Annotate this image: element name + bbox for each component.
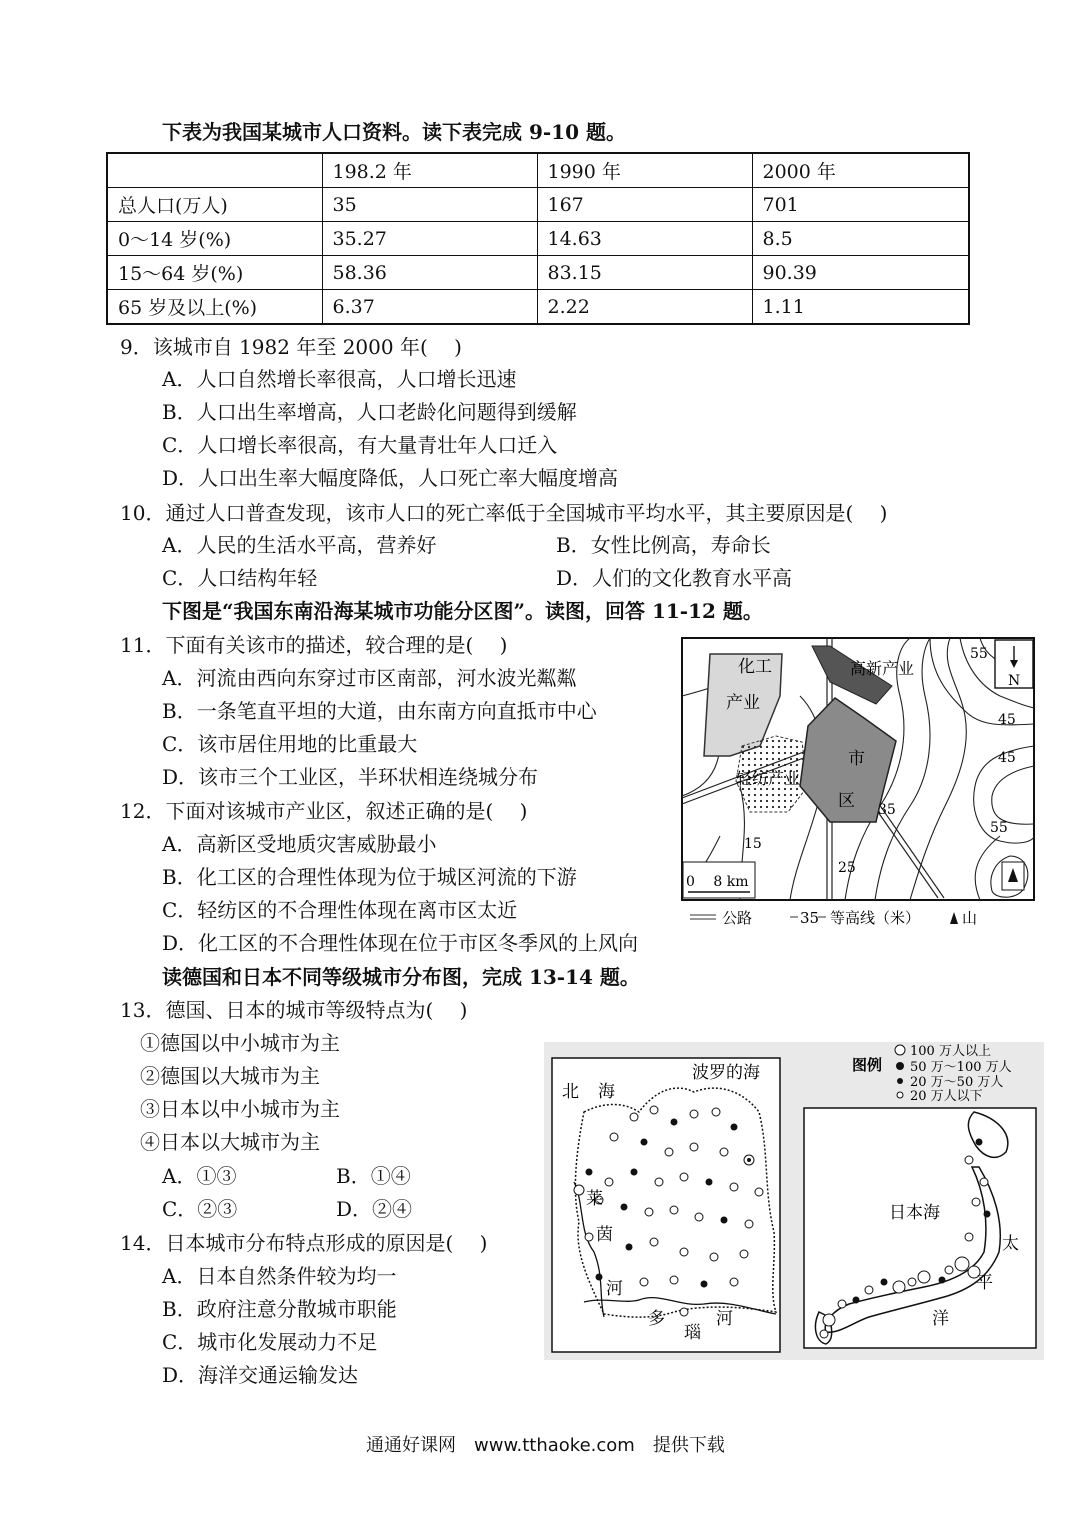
q14-option-c: C．城市化发展动力不足: [162, 1330, 378, 1354]
legend-medium-city-icon: [896, 1062, 904, 1070]
q13-statement-3: ③日本以中小城市为主: [140, 1097, 340, 1121]
city-zoning-map: [680, 636, 1036, 932]
table-cell: 6.37: [322, 290, 537, 325]
q13-option-c: C．②③: [162, 1197, 238, 1221]
q10-stem: 10．通过人口普查发现，该市人口的死亡率低于全国城市平均水平，其主要原因是( ): [120, 501, 888, 525]
q13-stem: 13．德国、日本的城市等级特点为( ): [120, 998, 468, 1022]
table-cell: 8.5: [752, 222, 969, 256]
germany-japan-map-svg: [544, 1042, 1044, 1360]
q10-option-c: C．人口结构年轻: [162, 566, 318, 590]
legend-small-city-icon: [897, 1078, 903, 1084]
textile-zone-label: 轻纺产业: [736, 769, 801, 788]
q11-option-a: A．河流由西向东穿过市区南部，河水波光粼粼: [162, 666, 577, 690]
legend-label: 100 万人以上: [910, 1044, 991, 1059]
table-header-cell: 1990 年: [537, 153, 752, 188]
legend-large-city-icon: [895, 1045, 905, 1055]
city-zone-label: 市: [848, 749, 865, 769]
table-cell: 2.22: [537, 290, 752, 325]
table-cell: 0～14 岁(%): [107, 222, 322, 256]
table-cell: 90.39: [752, 256, 969, 290]
city-zoning-map-svg: [680, 636, 1036, 932]
north-sea-label: 海: [598, 1082, 615, 1102]
table-cell: 58.36: [322, 256, 537, 290]
table-cell: 35.27: [322, 222, 537, 256]
q9-option-a: A．人口自然增长率很高，人口增长迅速: [162, 367, 517, 391]
table-header-cell: 2000 年: [752, 153, 969, 188]
q11-stem: 11．下面有关该市的描述，较合理的是( ): [120, 633, 508, 657]
city-zone-label: 区: [838, 791, 855, 811]
contour-value: 45: [998, 712, 1016, 728]
legend-town-icon: [897, 1092, 903, 1098]
table-cell: 167: [537, 188, 752, 222]
q12-option-c: C．轻纺区的不合理性体现在离市区太近: [162, 898, 518, 922]
japan-panel: [804, 1108, 1036, 1348]
legend-mountain-label: 山: [962, 909, 978, 927]
legend-title: 图例: [852, 1056, 883, 1074]
q12-option-d: D．化工区的不合理性体现在位于市区冬季风的上风向: [162, 931, 639, 955]
table-row: [107, 256, 969, 290]
north-label: N: [1008, 673, 1021, 689]
contour-value: 55: [970, 646, 988, 662]
q14-stem: 14．日本城市分布特点形成的原因是( ): [120, 1231, 488, 1255]
hitech-zone-label: 高新产业: [850, 659, 915, 678]
q11-option-d: D．该市三个工业区，半环状相连绕城分布: [162, 765, 539, 789]
table-header-row: [107, 153, 969, 188]
q14-option-d: D．海洋交通运输发达: [162, 1363, 359, 1387]
chemical-zone-label: 产业: [726, 693, 760, 713]
q13-option-b: B．①④: [336, 1164, 411, 1188]
table-cell: 1.11: [752, 290, 969, 325]
q13-statement-1: ①德国以中小城市为主: [140, 1031, 340, 1055]
q14-option-b: B．政府注意分散城市职能: [162, 1297, 397, 1321]
pacific-label: 平: [976, 1273, 993, 1293]
chemical-zone-label: 化工: [738, 657, 772, 677]
q12-option-a: A．高新区受地质灾害威胁最小: [162, 832, 437, 856]
footer: 通通好课网 www.tthaoke.com 提供下载: [366, 1435, 725, 1456]
q9-option-b: B．人口出生率增高，人口老龄化问题得到缓解: [162, 400, 577, 424]
rhine-label: 茵: [596, 1225, 613, 1245]
table-cell: 35: [322, 188, 537, 222]
legend-contour-number: 35: [800, 909, 820, 927]
section3-intro: 读德国和日本不同等级城市分布图，完成 13-14 题。: [162, 965, 640, 989]
contour-value: 25: [838, 860, 856, 876]
table-cell: 14.63: [537, 222, 752, 256]
table-cell: 65 岁及以上(%): [107, 290, 322, 325]
q9-option-d: D．人口出生率大幅度降低，人口死亡率大幅度增高: [162, 466, 619, 490]
table-row: [107, 222, 969, 256]
rhine-label: 河: [606, 1279, 623, 1299]
sea-of-japan-label: 日本海: [889, 1203, 940, 1223]
germany-japan-map: [544, 1042, 1044, 1360]
scale-label: 0 8 km: [686, 874, 749, 890]
table-cell: 701: [752, 188, 969, 222]
legend-label: 50 万～100 万人: [910, 1060, 1012, 1075]
q14-option-a: A．日本自然条件较为均一: [162, 1264, 397, 1288]
contour-value: 35: [878, 802, 896, 818]
rhine-label: 莱: [586, 1189, 603, 1209]
table-cell: 83.15: [537, 256, 752, 290]
table-header-cell: 198.2 年: [322, 153, 537, 188]
danube-label: 河: [716, 1309, 733, 1329]
legend-label: 20 万人以下: [910, 1089, 983, 1104]
legend-contour-label: 等高线（米）: [830, 909, 921, 927]
q12-option-b: B．化工区的合理性体现为位于城区河流的下游: [162, 865, 577, 889]
table-cell: 15～64 岁(%): [107, 256, 322, 290]
north-sea-label: 北: [562, 1082, 579, 1102]
legend-label: 20 万～50 万人: [910, 1075, 1004, 1090]
baltic-sea-label: 波罗的海: [692, 1063, 760, 1083]
section2-intro: 下图是“我国东南沿海某城市功能分区图”。读图，回答 11-12 题。: [162, 599, 763, 623]
q9-stem: 9．该城市自 1982 年至 2000 年( ): [120, 335, 462, 359]
contour-value: 15: [744, 836, 762, 852]
contour-value: 45: [998, 750, 1016, 766]
pacific-label: 太: [1002, 1234, 1019, 1254]
contour-value: 55: [990, 820, 1008, 836]
table-cell: 总人口(万人): [107, 188, 322, 222]
q13-option-d: D．②④: [336, 1197, 413, 1221]
q9-option-c: C．人口增长率很高，有大量青壮年人口迁入: [162, 433, 558, 457]
legend-mountain-icon: [950, 912, 958, 924]
q10-option-a: A．人民的生活水平高，营养好: [162, 533, 437, 557]
q13-statement-2: ②德国以大城市为主: [140, 1064, 320, 1088]
q13-option-a: A．①③: [162, 1164, 237, 1188]
section1-intro: 下表为我国某城市人口资料。读下表完成 9-10 题。: [162, 120, 626, 144]
table-row: [107, 290, 969, 325]
table-header-cell: [107, 153, 322, 188]
q12-stem: 12．下面对该城市产业区，叙述正确的是( ): [120, 799, 528, 823]
q10-option-d: D．人们的文化教育水平高: [556, 566, 793, 590]
q10-option-b: B．女性比例高，寿命长: [556, 533, 771, 557]
danube-label: 瑙: [684, 1323, 701, 1343]
q11-option-c: C．该市居住用地的比重最大: [162, 732, 418, 756]
table-row: [107, 188, 969, 222]
danube-label: 多: [648, 1309, 665, 1329]
population-table: [106, 152, 970, 325]
pacific-label: 洋: [932, 1309, 949, 1329]
q13-statement-4: ④日本以大城市为主: [140, 1130, 320, 1154]
legend-road-label: 公路: [722, 909, 753, 927]
q11-option-b: B．一条笔直平坦的大道，由东南方向直抵市中心: [162, 699, 597, 723]
